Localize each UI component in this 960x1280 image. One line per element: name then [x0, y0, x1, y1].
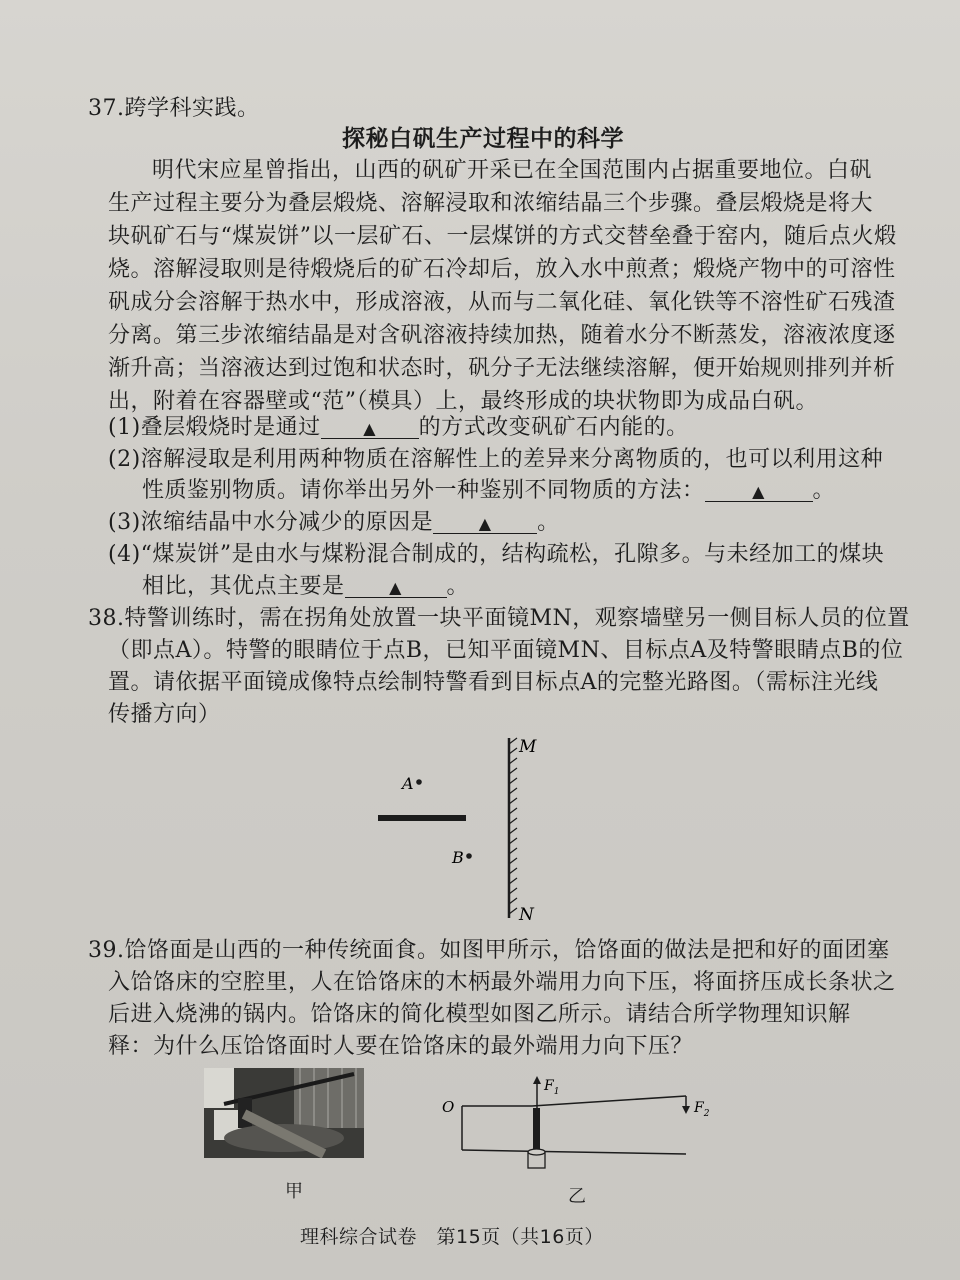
q37-sub3-tail: 。 — [537, 510, 560, 535]
passage-line: 生产过程主要分为叠层煅烧、溶解浸取和浓缩结晶三个步骤。叠层煅烧是将大 — [108, 191, 874, 216]
q37-sub2-text: 性质鉴别物质。请你举出另外一种鉴别不同物质的方法： — [142, 478, 705, 503]
q37-sub4-line1: (4)“煤炭饼”是由水与煤粉混合制成的，结构疏松，孔隙多。与未经加工的煤块 — [108, 542, 885, 567]
q37-sub4-line2 — [142, 572, 469, 602]
passage-line: 分离。第三步浓缩结晶是对含矾溶液持续加热，随着水分不断蒸发，溶液浓度逐 — [108, 323, 896, 348]
label-f1: $F_1$ — [544, 1078, 560, 1097]
q39-line4: 释：为什么压饸饹面时人要在饸饹床的最外端用力向下压？ — [108, 1034, 694, 1059]
passage-line: 烧。溶解浸取则是待煅烧后的矿石冷却后，放入水中煎煮；煅烧产物中的可溶性 — [108, 257, 896, 282]
label-a: A — [402, 774, 414, 793]
hele-press-photo — [204, 1068, 364, 1158]
q39-line1: 39.饸饹面是山西的一种传统面食。如图甲所示，饸饹面的做法是把和好的面团塞 — [88, 938, 890, 963]
q37-sub2-tail: 。 — [812, 478, 836, 503]
q39-line3: 后进入烧沸的锅内。饸饹床的简化模型如图乙所示。请结合所学物理知识解 — [108, 1002, 851, 1027]
q38-line4: 传播方向） — [108, 702, 221, 727]
label-f2: $F_2$ — [694, 1100, 710, 1119]
passage-line: 矾成分会溶解于热水中，形成溶液，从而与二氧化硅、氧化铁等不溶性矿石残渣 — [108, 290, 896, 315]
q37-title: 探秘白矾生产过程中的科学 — [342, 126, 624, 152]
q38-mirror-diagram[interactable] — [360, 730, 560, 930]
answer-blank[interactable]: ▲ — [321, 414, 419, 439]
label-m: M — [519, 737, 537, 757]
point-b[interactable] — [466, 853, 472, 859]
answer-blank[interactable]: ▲ — [345, 573, 447, 598]
q37-sub2-line2 — [142, 476, 835, 506]
q37-sub1-text: (1)叠层煅烧时是通过 — [108, 415, 321, 440]
label-b: B — [452, 848, 464, 867]
answer-blank[interactable]: ▲ — [433, 509, 537, 534]
q37-sub2-line1: (2)溶解浸取是利用两种物质在溶解性上的差异来分离物质的，也可以利用这种 — [108, 447, 884, 472]
passage-line: 明代宋应星曾指出，山西的矾矿开采已在全国范围内占据重要地位。白矾 — [152, 158, 873, 183]
label-o: O — [442, 1098, 455, 1116]
q39-line2: 入饸饹床的空腔里，人在饸饹床的木柄最外端用力向下压，将面挤压成长条状之 — [108, 970, 896, 995]
piston-rod — [533, 1108, 540, 1150]
q37-sub3-text: (3)浓缩结晶中水分减少的原因是 — [108, 510, 434, 535]
passage-line: 出，附着在容器壁或“范”（模具）上，最终形成的块状物即为成品白矾。 — [108, 389, 818, 414]
q38-line2: （即点A）。特警的眼睛位于点B，已知平面镜MN、目标点A及特警眼睛点B的位 — [108, 638, 904, 663]
q37-sub1-tail: 的方式改变矾矿石内能的。 — [418, 415, 689, 440]
fig-jia-caption: 甲 — [285, 1181, 304, 1202]
answer-blank[interactable]: ▲ — [705, 477, 813, 502]
q37-sub4-tail: 。 — [446, 574, 470, 599]
q38-line3: 置。请依据平面镜成像特点绘制特警看到目标点A的完整光路图。（需标注光线 — [108, 670, 879, 695]
q37-sub4-text: 相比，其优点主要是 — [142, 574, 345, 599]
passage-line: 渐升高；当溶液达到过饱和状态时，矾分子无法继续溶解，便开始规则排列并析 — [108, 356, 896, 381]
point-a[interactable] — [416, 779, 422, 785]
wall — [378, 815, 466, 821]
page-footer: 理科综合试卷 第15页（共16页） — [300, 1226, 604, 1248]
passage-line: 块矾矿石与“煤炭饼”以一层矿石、一层煤饼的方式交替垒叠于窑内，随后点火煅 — [108, 224, 897, 249]
label-n: N — [519, 905, 534, 925]
q37-heading: 37.跨学科实践。 — [88, 96, 260, 121]
q37-sub1 — [108, 413, 689, 443]
q37-sub3 — [108, 508, 560, 538]
q38-line1: 38.特警训练时，需在拐角处放置一块平面镜MN，观察墙壁另一侧目标人员的位置 — [88, 606, 910, 631]
fig-yi-caption: 乙 — [568, 1186, 587, 1207]
hele-press-lever-model — [436, 1070, 726, 1176]
